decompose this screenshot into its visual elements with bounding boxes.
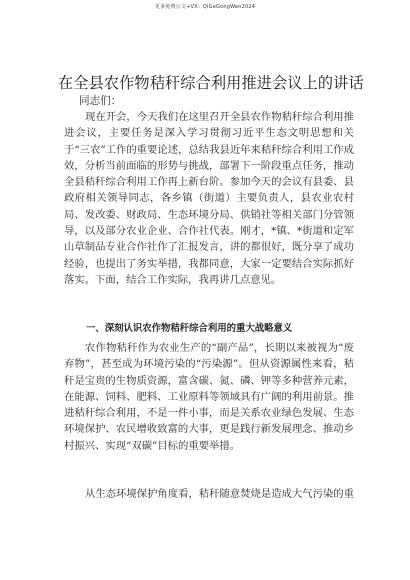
paragraph-significance: 农作物秸秆作为农业生产的“副产品”，长期以来被视为“废弃物”，甚至成为环境污染的“污染源”。但从资源属性来看，秸秆是宝贵的生物质资源，富含碳、氮、磷、钾等多种营养元素，在能源、饲料、肥料、工业原料等领域具有广阔的利用前景。推进秸秆综合利用，不是一件小事，而是关系农业绿色发展、生态环境保护、农民增收致富的大事，更是践行新发展理念、推动乡村振兴、实现“双碳”目标的重要举措。: [64, 342, 354, 452]
paragraph-environment: 从生态环境保护角度看，秸秆随意焚烧是造成大气污染的重: [85, 488, 354, 500]
paragraph-opening: 现在开会，今天我们在这里召开全县农作物秸秆综合利用推进会议，主要任务是深入学习贯彻习近平生态文明思想和关于“三农”工作的重要论述，总结我县近年来秸秆综合利用工作成效，分析当前面临的形势与挑战，部署下一阶段重点任务，推动全县秸秆综合利用工作再上新台阶。参加今天的会议有县委、县政府相关领导同志，各乡镇（街道）主要负责人，县农业农村局、发改委、财政局、生态环境分局、供销社等相关部门分管领导，以及部分农业企业、合作社代表。刚才，*镇、*街道和定军山草制品专业合作社作了汇报发言，讲的都很好，既分享了成功经验，也提出了务实举措，我都同意，大家一定要结合实际抓好落实。下面，结合工作实际，我再讲几点意见。: [64, 111, 354, 286]
document-title: 在全县农作物秸秆综合利用推进会议上的讲话: [58, 74, 364, 92]
section-heading: 一、深刻认识农作物秸秆综合利用的重大战略意义: [86, 323, 293, 334]
salutation: 同志们：: [79, 95, 122, 107]
source-note: 更多免费公文+VX：QiGeGongWen2024: [154, 4, 256, 10]
